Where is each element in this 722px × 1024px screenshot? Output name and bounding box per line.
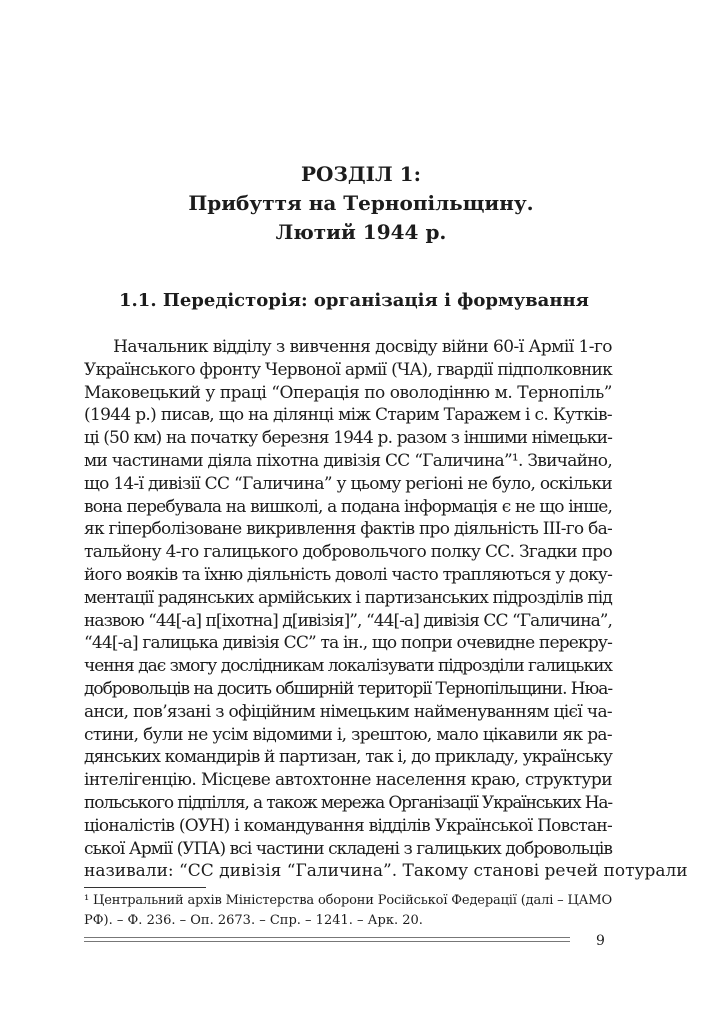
body-line: польського підпілля, а також мережа Організації Українських На-: [84, 792, 612, 813]
body-line: Начальник відділу з вивчення досвіду війни 60-ї Армії 1-го: [84, 337, 612, 357]
page-number: 9: [596, 933, 605, 949]
chapter-date-line: Лютий 1944 р.: [275, 220, 447, 244]
body-line: назвою “44[-а] п[іхотна] д[ивізія]”, “44[-а] дивізія СС “Галичина”,: [84, 610, 612, 631]
page-bottom-rule: [84, 937, 570, 942]
body-line: дянських командирів й партизан, так і, до прикладу, українську: [84, 747, 612, 768]
body-line: тальйону 4-го галицького добровольчого полку СС. Згадки про: [84, 542, 612, 563]
chapter-title-line: Прибуття на Тернопільщину.: [188, 191, 534, 215]
body-line: добровольців на досить обширній території Тернопільщини. Нюа-: [84, 678, 612, 699]
chapter-number: РОЗДІЛ 1:: [301, 162, 421, 186]
footnote-line: РФ). – Ф. 236. – Оп. 2673. – Спр. – 1241. – Арк. 20.: [84, 913, 423, 928]
body-line: “44[-а] галицька дивізія СС” та ін., що попри очевидне перекру-: [84, 633, 612, 654]
body-line: анси, пов’язані з офіційним німецьким найменуванням цієї ча-: [84, 701, 612, 722]
section-heading: 1.1. Передісторія: організація і формування: [119, 290, 589, 311]
body-line: інтелігенцію. Місцеве автохтонне населення краю, структури: [84, 770, 612, 791]
body-line: Українського фронту Червоної армії (ЧА), гвардії підполковник: [84, 359, 612, 380]
body-line: Маковецький у праці “Операція по оволодінню м. Тернопіль”: [84, 382, 612, 403]
footnote-divider: [84, 887, 206, 888]
body-line: називали: “СС дивізія “Галичина”. Такому станові речей потурали: [84, 861, 688, 882]
footnote: [84, 891, 612, 931]
body-line: ми частинами діяла піхотна дивізія СС “Галичина”¹. Звичайно,: [84, 450, 612, 471]
body-line: (1944 р.) писав, що на ділянці між Старим Таражем і с. Кутків-: [84, 405, 612, 426]
chapter-title: [0, 160, 722, 247]
body-line: ці (50 км) на початку березня 1944 р. разом з іншими німецьки-: [84, 428, 612, 449]
body-line: його вояків та їхню діяльність доволі часто трапляються у доку-: [84, 564, 612, 585]
body-line: ментації радянських армійських і партизанських підрозділів під: [84, 587, 612, 608]
body-line: що 14-ї дивізії СС “Галичина” у цьому регіоні не було, оскільки: [84, 473, 612, 494]
body-text: [84, 336, 688, 883]
body-line: вона перебувала на вишколі, а подана інформація є не що інше,: [84, 496, 613, 517]
body-line: стини, були не усім відомими і, зрештою, мало цікавили як ра-: [84, 724, 612, 745]
footnote-line: ¹ Центральний архів Міністерства оборони Російської Федерації (далі – ЦАМО: [84, 893, 612, 908]
body-line: ціоналістів (ОУН) і командування відділів Української Повстан-: [84, 815, 612, 836]
body-line: ської Армії (УПА) всі частини складені з галицьких добровольців: [84, 838, 612, 859]
body-line: як гіперболізоване викривлення фактів про діяльність ІІІ-го ба-: [84, 519, 612, 540]
body-line: чення дає змогу дослідникам локалізувати підрозділи галицьких: [84, 656, 612, 677]
